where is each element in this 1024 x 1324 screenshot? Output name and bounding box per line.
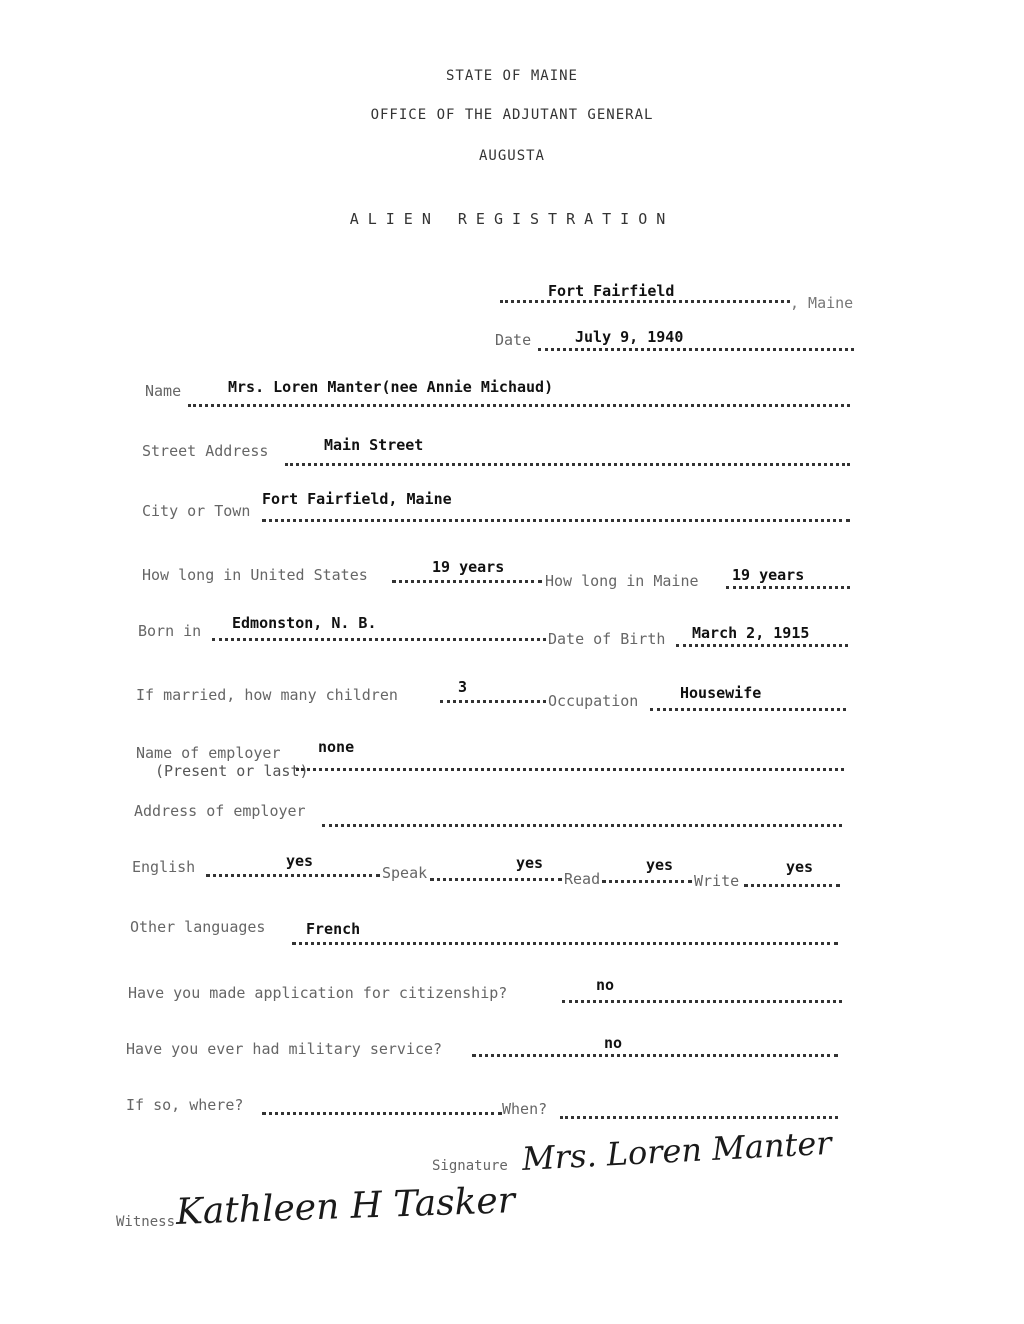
children-dots [440,700,546,703]
maine-years-value: 19 years [732,566,805,584]
english-label: English [132,858,196,876]
occupation-label: Occupation [548,692,639,710]
street-value: Main Street [324,436,424,454]
witness-row [0,1180,1024,1252]
maine-years-dots [726,586,850,589]
street-dots [285,463,850,466]
state-heading: STATE OF MAINE [445,68,578,84]
speak-dots [430,878,562,881]
name-dots [188,404,850,407]
occupation-dots [650,708,846,711]
children-label: If married, how many children [136,686,398,704]
english-value: yes [286,852,314,870]
residence-row [0,558,1024,598]
employer-label: Name of employer [136,744,281,762]
other-languages-dots [292,942,838,945]
dob-label: Date of Birth [548,630,666,648]
us-years-label: How long in United States [142,566,368,584]
citizenship-value: no [596,976,615,994]
military-value: no [604,1034,623,1052]
other-languages-row [0,918,1024,958]
street-label: Street Address [142,442,269,460]
military-row [0,1034,1024,1074]
children-value: 3 [458,678,468,696]
citizenship-dots [562,1000,842,1003]
city-value: Fort Fairfield, Maine [262,490,452,508]
english-row [0,852,1024,892]
citizenship-row [0,976,1024,1016]
read-value: yes [646,856,674,874]
place-value: Fort Fairfield [548,282,675,300]
when-dots [560,1116,838,1119]
place-row [0,282,1024,322]
city-heading: AUGUSTA [478,148,545,164]
employer-value: none [318,738,355,756]
date-dots [538,348,854,351]
where-dots [262,1112,502,1115]
date-row [0,328,1024,368]
employer-address-dots [322,824,842,827]
born-in-label: Born in [138,622,202,640]
write-value: yes [786,858,814,876]
employer-sublabel: (Present or last) [155,762,309,780]
military-label: Have you ever had military service? [126,1040,443,1058]
office-heading: OFFICE OF THE ADJUTANT GENERAL [370,107,654,123]
other-languages-label: Other languages [130,918,266,936]
place-suffix: , Maine [790,294,854,312]
other-languages-value: French [306,920,361,938]
street-row [0,436,1024,476]
signature-label: Signature [432,1158,508,1174]
employer-row [0,738,1024,778]
born-in-dots [212,638,546,641]
place-dots [500,300,790,303]
maine-years-label: How long in Maine [545,572,699,590]
employer-address-row [0,802,1024,842]
english-dots [206,874,380,877]
city-label: City or Town [142,502,251,520]
name-label: Name [145,382,182,400]
city-row [0,490,1024,530]
witness-label: Witness [116,1214,176,1230]
when-label: When? [502,1100,548,1118]
dob-value: March 2, 1915 [692,624,810,642]
born-in-value: Edmonston, N. B. [232,614,377,632]
write-dots [744,884,840,887]
occupation-value: Housewife [680,684,762,702]
speak-value: yes [516,854,544,872]
city-dots [262,519,850,522]
birth-row [0,614,1024,654]
family-row [0,680,1024,720]
write-label: Write [694,872,740,890]
us-years-dots [392,580,542,583]
witness-value: Kathleen H Tasker [175,1180,516,1233]
employer-address-label: Address of employer [134,802,306,820]
date-label: Date [495,331,532,349]
date-value: July 9, 1940 [575,328,684,346]
read-label: Read [564,870,601,888]
name-value: Mrs. Loren Manter(nee Annie Michaud) [228,378,554,396]
us-years-value: 19 years [432,558,505,576]
employer-dots [296,768,844,771]
signature-value: Mrs. Loren Manter [521,1123,833,1178]
name-row [0,378,1024,418]
read-dots [602,880,692,883]
form-title: ALIEN REGISTRATION [349,210,675,228]
where-label: If so, where? [126,1096,244,1114]
citizenship-label: Have you made application for citizenship? [128,984,508,1002]
military-dots [472,1054,838,1057]
speak-label: Speak [382,864,428,882]
service-detail-row [0,1094,1024,1134]
dob-dots [676,644,848,647]
